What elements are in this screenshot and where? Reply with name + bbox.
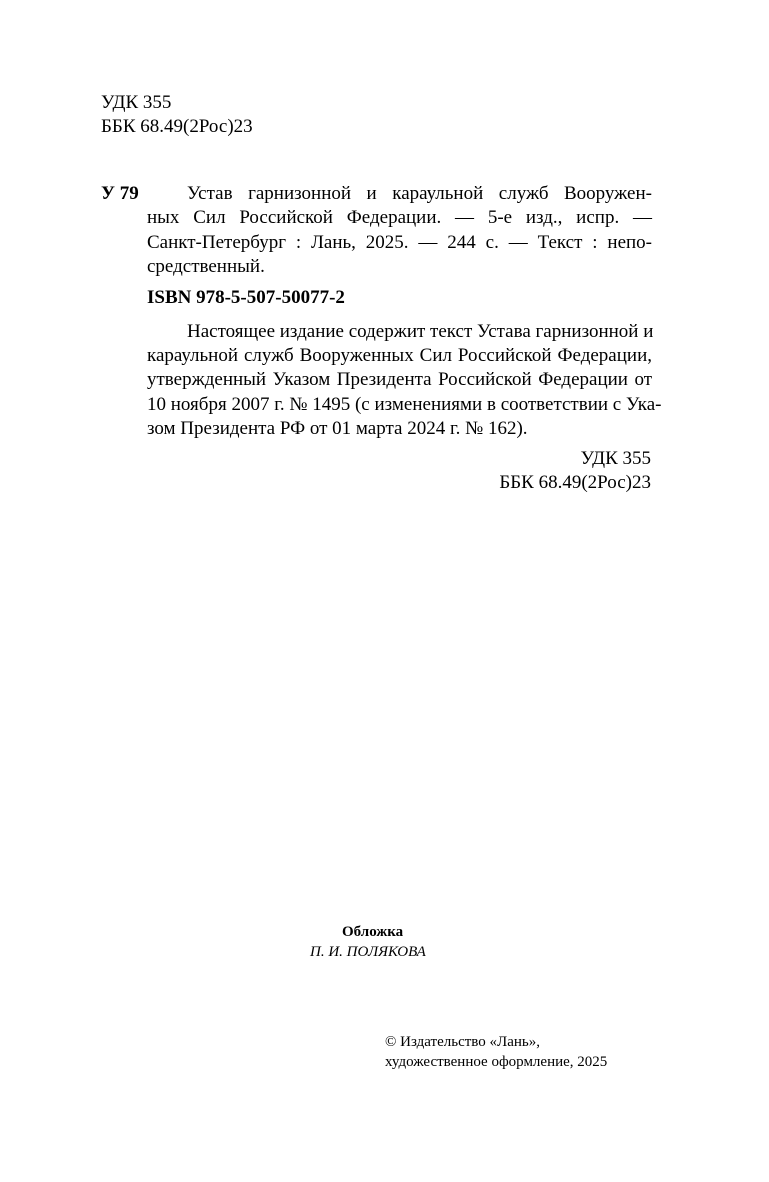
bottom-udk: УДК 355 [580,448,651,469]
top-udk: УДК 355 [101,92,172,113]
annotation-line-2: караульной служб Вооруженных Сил Российской Федерации, [147,345,652,366]
copyright-line-1: © Издательство «Лань», [385,1034,540,1050]
description-line-3: Санкт-Петербург : Лань, 2025. — 244 с. — Текст : непо- [147,232,652,253]
description-line-2: ных Сил Российской Федерации. — 5-е изд., испр. — [147,207,652,228]
top-bbk: ББК 68.49(2Рос)23 [101,116,253,137]
author-mark: У 79 [101,183,139,204]
annotation-line-5: зом Президента РФ от 01 марта 2024 г. № 162). [147,418,528,439]
annotation-line-1: Настоящее издание содержит текст Устава гарнизонной и [187,321,654,342]
annotation-line-3: утвержденный Указом Президента Российской Федерации от [147,369,652,390]
cover-designer: П. И. ПОЛЯКОВА [310,944,426,960]
copyright-line-2: художественное оформление, 2025 [385,1054,608,1070]
bottom-bbk: ББК 68.49(2Рос)23 [499,472,651,493]
description-line-4: средственный. [147,256,265,277]
annotation-line-4: 10 ноября 2007 г. № 1495 (с изменениями в соответствии с Ука- [147,394,662,415]
description-line-1: Устав гарнизонной и караульной служб Вооружен- [187,183,652,204]
isbn: ISBN 978-5-507-50077-2 [147,287,345,308]
cover-label: Обложка [342,924,404,940]
